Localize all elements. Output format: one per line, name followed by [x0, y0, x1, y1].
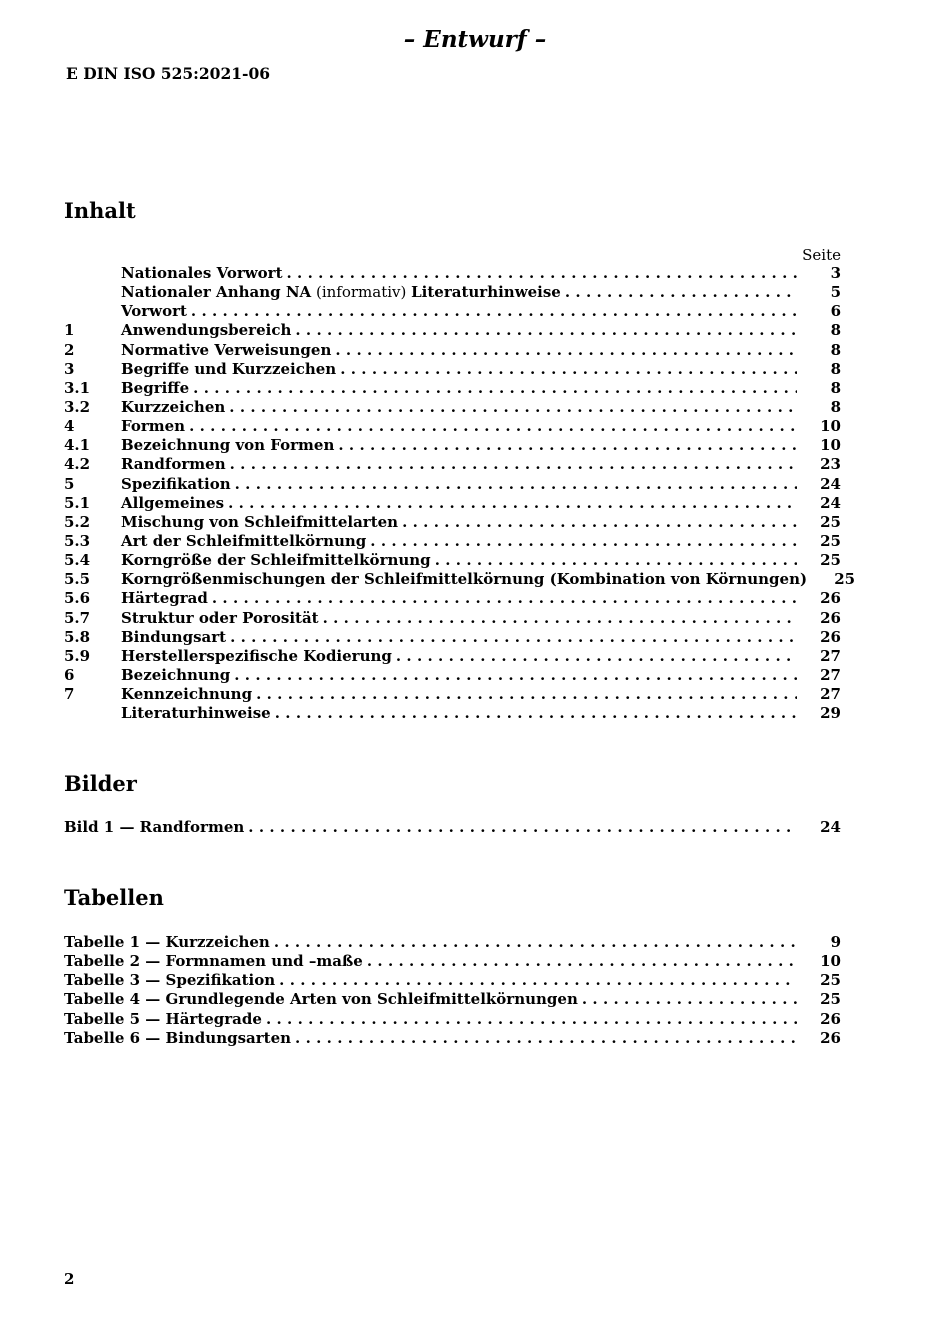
toc-entry-title	[64, 1029, 295, 1048]
toc-entry-page: 8	[830, 340, 841, 359]
toc-entry[interactable]	[64, 933, 841, 952]
toc-entry-number: 2	[64, 340, 75, 359]
toc-entry-title-text: Bezeichnung	[121, 665, 231, 684]
toc-entry-title-text: Bezeichnung von Formen	[121, 436, 335, 455]
toc-leader-dots	[279, 971, 797, 990]
toc-entry-number: 4.2	[64, 455, 91, 474]
toc-entry-title-text: Tabelle 4 — Grundlegende Arten von Schleifmittelkörnungen	[64, 990, 578, 1009]
toc-entry-title	[121, 360, 340, 379]
toc-entry[interactable]	[64, 513, 841, 532]
toc-entry[interactable]	[64, 589, 841, 608]
toc-entry-number: 3	[64, 359, 75, 378]
toc-entry-number: 5.5	[64, 570, 91, 589]
toc-entry-page: 8	[830, 397, 841, 416]
toc-entry[interactable]	[64, 1010, 841, 1029]
toc-entry-title	[64, 971, 279, 990]
toc-entry-title-text: Korngröße der Schleifmittelkörnung	[121, 551, 431, 570]
toc-entry-title-text: Normative Verweisungen	[121, 340, 332, 359]
toc-entry-number: 5	[64, 474, 75, 493]
figures-section	[64, 771, 841, 837]
toc-entry-title	[121, 551, 435, 570]
toc-entry-title	[121, 589, 212, 608]
toc-entry-title	[121, 609, 323, 628]
toc-leader-dots	[335, 341, 797, 360]
toc-leader-dots	[295, 321, 797, 340]
toc-leader-dots	[367, 952, 797, 971]
toc-entry-title	[64, 952, 367, 971]
toc-entry-title-text: Herstellerspezifische Kodierung	[121, 646, 392, 665]
toc-entry-title	[121, 494, 228, 513]
toc-entry[interactable]	[64, 417, 841, 436]
toc-entry-title	[121, 513, 402, 532]
toc-entry-title-text: Struktur oder Porosität	[121, 608, 319, 627]
toc-entry[interactable]	[64, 609, 841, 628]
toc-entry-title	[121, 475, 235, 494]
toc-entry-title-text: Vorwort	[121, 302, 187, 321]
toc-entry-title	[121, 398, 229, 417]
toc-entry-title-text: Tabelle 5 — Härtegrade	[64, 1009, 262, 1028]
toc-entry[interactable]	[64, 971, 841, 990]
toc-entry-title-tail: Literaturhinweise	[411, 283, 561, 302]
toc-entry[interactable]	[64, 570, 856, 589]
toc-leader-dots	[234, 666, 797, 685]
toc-entry-page: 6	[830, 302, 841, 321]
toc-entry-page: 25	[820, 971, 841, 990]
toc-entry-page: 8	[830, 321, 841, 340]
toc-leader-dots	[582, 990, 797, 1009]
toc-entry-title	[121, 704, 275, 723]
toc-leader-dots	[256, 685, 797, 704]
toc-entry-title-text: Begriffe und Kurzzeichen	[121, 359, 337, 378]
toc-entry-page: 24	[820, 818, 841, 836]
toc-entry[interactable]	[64, 551, 841, 570]
toc-entry-page: 26	[820, 1009, 841, 1028]
toc-entry-number: 5.6	[64, 589, 91, 608]
toc-entry[interactable]	[64, 647, 841, 666]
toc-entry-title	[64, 933, 274, 952]
toc-entry-number: 1	[64, 321, 75, 340]
toc-entry-title-text: Kennzeichnung	[121, 685, 253, 704]
toc-entry-title-text: Begriffe	[121, 378, 190, 397]
toc-entry-title-text: Randformen	[121, 455, 226, 474]
toc-entry-title-text: Nationales Vorwort	[121, 264, 283, 282]
toc-leader-dots	[287, 264, 797, 283]
toc-leader-dots	[266, 1010, 797, 1029]
toc-entry-number: 5.2	[64, 512, 91, 531]
toc-list	[64, 264, 856, 723]
toc-leader-dots	[435, 551, 797, 570]
toc-entry[interactable]	[64, 398, 841, 417]
toc-entry-title-text: Tabelle 3 — Spezifikation	[64, 971, 276, 990]
toc-leader-dots	[228, 494, 797, 513]
toc-entry-number: 5.8	[64, 627, 91, 646]
toc-leader-dots	[230, 628, 797, 647]
toc-entry-title	[64, 990, 582, 1009]
toc-entry-title-text: Anwendungsbereich	[121, 321, 292, 340]
toc-entry[interactable]	[64, 532, 841, 551]
toc-leader-dots	[396, 647, 797, 666]
toc-leader-dots	[340, 360, 797, 379]
toc-entry-title	[121, 666, 234, 685]
toc-entry-page: 27	[820, 665, 841, 684]
toc-leader-dots	[338, 436, 797, 455]
toc-leader-dots	[565, 283, 797, 302]
toc-entry[interactable]	[64, 341, 841, 360]
toc-entry-page: 25	[820, 990, 841, 1009]
toc-entry-title-text: Mischung von Schleifmittelarten	[121, 512, 399, 531]
toc-entry-title-text: Bild 1 — Randformen	[64, 818, 245, 836]
toc-entry-number: 5.3	[64, 531, 91, 550]
toc-entry[interactable]	[64, 436, 841, 455]
toc-entry-page: 25	[820, 512, 841, 531]
toc-leader-dots	[189, 417, 797, 436]
toc-entry[interactable]	[64, 379, 841, 398]
toc-entry[interactable]	[64, 666, 841, 685]
tables-list	[64, 933, 841, 1048]
toc-entry-page: 27	[820, 685, 841, 704]
toc-leader-dots	[193, 379, 797, 398]
toc-entry[interactable]	[64, 283, 841, 302]
toc-entry-title	[121, 570, 811, 589]
toc-entry-title-text: Korngrößenmischungen der Schleifmittelkörnung (Kombination von Körnungen)	[121, 570, 808, 589]
toc-entry-number: 4.1	[64, 436, 91, 455]
toc-entry-page: 26	[820, 627, 841, 646]
toc-leader-dots	[295, 1029, 797, 1048]
contents-section	[64, 198, 856, 723]
toc-entry-title-text: Allgemeines	[121, 493, 225, 512]
toc-entry-title-text: Art der Schleifmittelkörnung	[121, 531, 367, 550]
toc-entry-title	[121, 685, 256, 704]
toc-entry-page: 8	[830, 378, 841, 397]
toc-entry-page: 27	[820, 646, 841, 665]
toc-entry-title-text: Bindungsart	[121, 627, 227, 646]
toc-entry-title	[121, 436, 338, 455]
toc-entry-page: 29	[820, 704, 841, 723]
toc-entry[interactable]	[64, 685, 841, 704]
draft-label: – Entwurf –	[403, 26, 547, 53]
toc-entry-title	[121, 628, 230, 647]
toc-entry-title	[121, 302, 191, 321]
toc-entry-title	[64, 818, 248, 837]
toc-entry[interactable]	[64, 455, 841, 474]
toc-entry-title	[121, 417, 189, 436]
toc-entry-page: 8	[830, 359, 841, 378]
toc-entry-title-text: Literaturhinweise	[121, 704, 271, 723]
toc-entry-page: 3	[830, 264, 841, 282]
toc-entry-page: 25	[820, 531, 841, 550]
toc-entry-number: 5.1	[64, 493, 91, 512]
toc-leader-dots	[274, 933, 797, 952]
toc-entry-page: 25	[820, 551, 841, 570]
toc-entry-page: 9	[830, 933, 841, 951]
tables-heading: Tabellen	[64, 885, 164, 910]
toc-entry[interactable]	[64, 952, 841, 971]
toc-entry-page: 24	[820, 493, 841, 512]
toc-entry[interactable]	[64, 494, 841, 513]
toc-entry-title	[121, 379, 193, 398]
toc-entry-title-text: Spezifikation	[121, 474, 231, 493]
toc-entry-title	[121, 264, 287, 283]
toc-entry[interactable]	[64, 628, 841, 647]
contents-heading: Inhalt	[64, 198, 136, 223]
toc-entry[interactable]	[64, 475, 841, 494]
toc-entry-title-text: Tabelle 2 — Formnamen und –maße	[64, 952, 363, 971]
toc-entry-title	[121, 341, 335, 360]
toc-entry-title	[121, 321, 295, 340]
page-number: 2	[64, 1270, 75, 1288]
toc-entry-page: 26	[820, 608, 841, 627]
toc-entry-title-text: Nationaler Anhang NA	[121, 283, 312, 302]
toc-leader-dots	[402, 513, 797, 532]
toc-entry-title-note: (informativ)	[311, 283, 412, 302]
toc-entry-title-text: Tabelle 1 — Kurzzeichen	[64, 933, 270, 951]
toc-entry-title	[121, 647, 396, 666]
toc-leader-dots	[191, 302, 797, 321]
toc-entry-number: 3.2	[64, 397, 91, 416]
toc-entry[interactable]	[64, 321, 841, 340]
toc-entry-page: 5	[830, 283, 841, 302]
toc-entry-page: 23	[820, 455, 841, 474]
toc-entry-page: 26	[820, 589, 841, 608]
toc-entry-title	[121, 532, 370, 551]
toc-entry[interactable]	[64, 1029, 841, 1048]
toc-leader-dots	[370, 532, 797, 551]
toc-leader-dots	[230, 455, 797, 474]
toc-leader-dots	[229, 398, 797, 417]
toc-entry-number: 5.4	[64, 551, 91, 570]
toc-entry[interactable]	[64, 264, 841, 283]
toc-entry[interactable]	[64, 302, 841, 321]
toc-entry-number: 4	[64, 417, 75, 436]
toc-entry-page: 26	[820, 1028, 841, 1047]
toc-leader-dots	[235, 475, 797, 494]
toc-entry-page: 10	[820, 417, 841, 436]
toc-entry-number: 3.1	[64, 378, 91, 397]
tables-section	[64, 885, 841, 1048]
toc-entry-title-text: Härtegrad	[121, 589, 208, 608]
document-id: E DIN ISO 525:2021-06	[66, 64, 271, 83]
toc-leader-dots	[275, 704, 797, 723]
toc-entry[interactable]	[64, 704, 841, 723]
toc-leader-dots	[323, 609, 797, 628]
figures-list	[64, 818, 841, 837]
toc-entry[interactable]	[64, 990, 841, 1009]
figures-heading: Bilder	[64, 771, 137, 796]
toc-entry-title-text: Formen	[121, 417, 186, 436]
toc-entry-page: 24	[820, 474, 841, 493]
toc-entry[interactable]	[64, 818, 841, 837]
toc-entry-title-text: Kurzzeichen	[121, 397, 226, 416]
toc-entry-number: 5.9	[64, 646, 91, 665]
toc-leader-dots	[212, 589, 797, 608]
toc-leader-dots	[248, 818, 797, 837]
toc-entry-number: 6	[64, 665, 75, 684]
toc-entry-number: 5.7	[64, 608, 91, 627]
toc-entry-title-text: Tabelle 6 — Bindungsarten	[64, 1028, 292, 1047]
toc-entry-title	[121, 283, 565, 302]
toc-entry-page: 10	[820, 952, 841, 971]
page-column-label: Seite	[802, 246, 841, 264]
toc-entry-title	[64, 1010, 266, 1029]
toc-entry[interactable]	[64, 360, 841, 379]
toc-entry-page: 25	[834, 570, 856, 589]
toc-entry-number: 7	[64, 685, 75, 704]
toc-entry-title	[121, 455, 230, 474]
toc-entry-page: 10	[820, 436, 841, 455]
